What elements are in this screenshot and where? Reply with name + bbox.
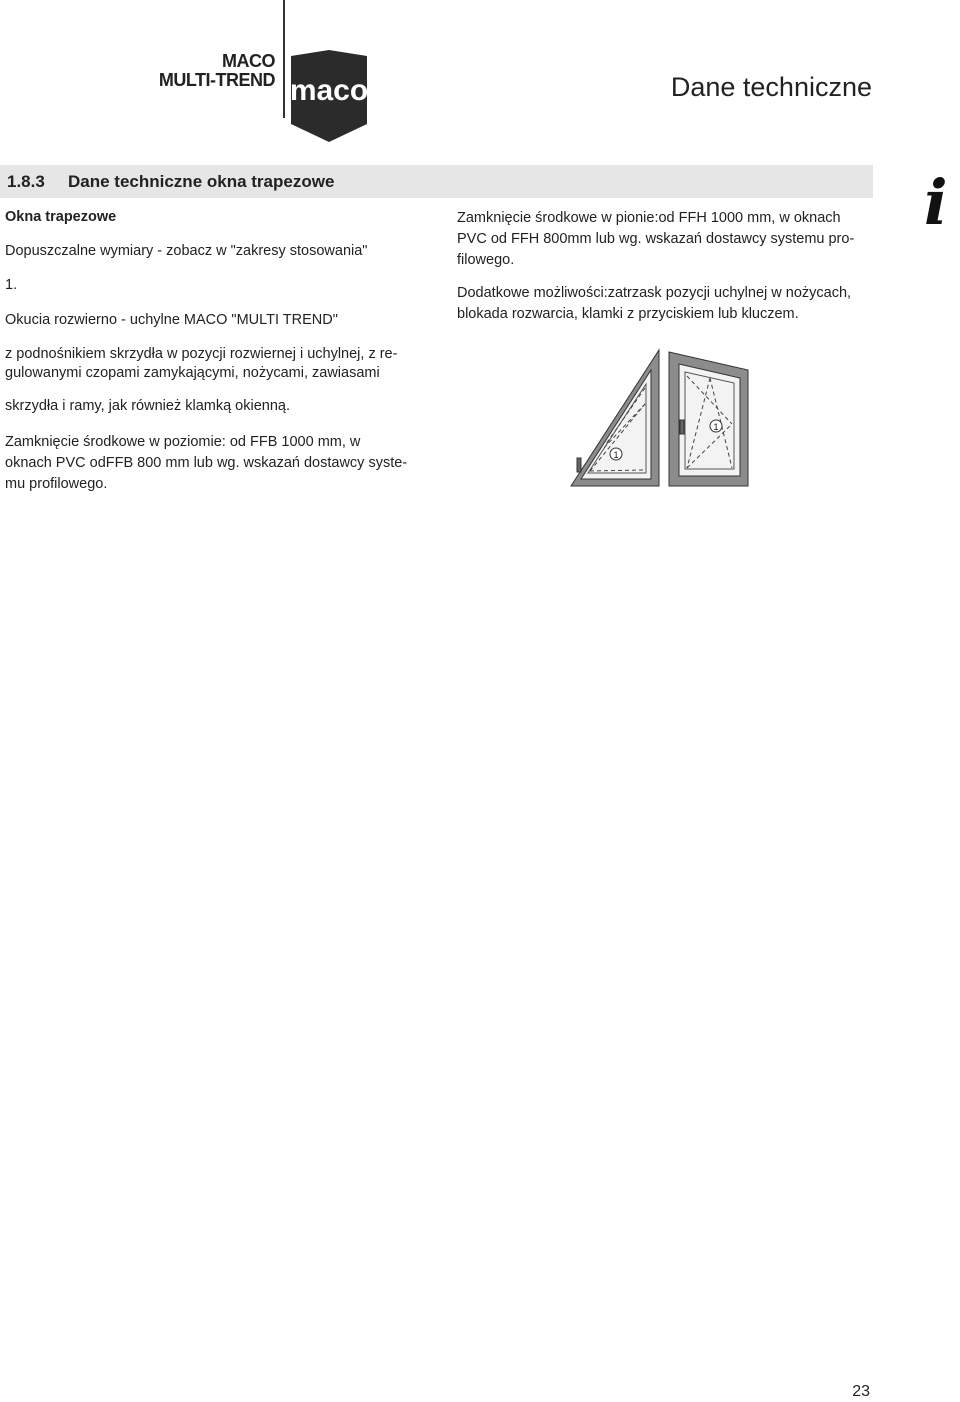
header-divider (283, 0, 285, 118)
closure-line: Zamknięcie środkowe w poziomie: od FFB 1000 mm, w (5, 434, 361, 450)
section-title: Dane techniczne okna trapezowe (68, 172, 335, 191)
triangle-window (571, 350, 659, 486)
item-title: Okucia rozwierno - uchylne MACO "MULTI TREND" (5, 312, 338, 328)
brand-name (150, 52, 275, 90)
vertical-closure-line: filowego. (457, 252, 515, 268)
trapezoid-window (669, 352, 748, 486)
vertical-closure-line: Zamknięcie środkowe w pionie:od FFH 1000 mm, w oknach (457, 210, 841, 226)
trapezoid-window-diagram (570, 348, 750, 493)
extra-options-line: blokada rozwarcia, klamki z przyciskiem lub kluczem. (457, 306, 799, 322)
page-title: Dane techniczne (670, 72, 872, 102)
maco-logo (291, 50, 367, 147)
diagram-label-right: 1 (713, 422, 719, 432)
brand-line-1: MACO (222, 51, 275, 71)
subheading: Okna trapezowe (5, 209, 117, 225)
vertical-closure-line: PVC od FFH 800mm lub wg. wskazań dostawcy systemu pro- (457, 231, 855, 247)
logo-text: maco (291, 74, 367, 107)
description-line: gulowanymi czopami zamykającymi, nożycami, zawiasami (5, 365, 380, 381)
section-number: 1.8.3 (7, 172, 45, 191)
page-number: 23 (852, 1383, 870, 1400)
closure-line: oknach PVC odFFB 800 mm lub wg. wskazań dostawcy syste- (5, 455, 408, 471)
brand-line-2: MULTI-TREND (158, 70, 275, 90)
description-line: z podnośnikiem skrzydła w pozycji rozwiernej i uchylnej, z re- (5, 346, 398, 362)
info-icon: i (924, 166, 948, 239)
description-line: skrzydła i ramy, jak również klamką okienną. (5, 398, 290, 414)
dimensions-note: Dopuszczalne wymiary - zobacz w "zakresy stosowania" (5, 243, 368, 259)
diagram-label-left: 1 (613, 450, 619, 460)
item-number: 1. (5, 277, 18, 293)
extra-options-line: Dodatkowe możliwości:zatrzask pozycji uchylnej w nożycach, (457, 285, 852, 301)
closure-line: mu profilowego. (5, 476, 108, 492)
